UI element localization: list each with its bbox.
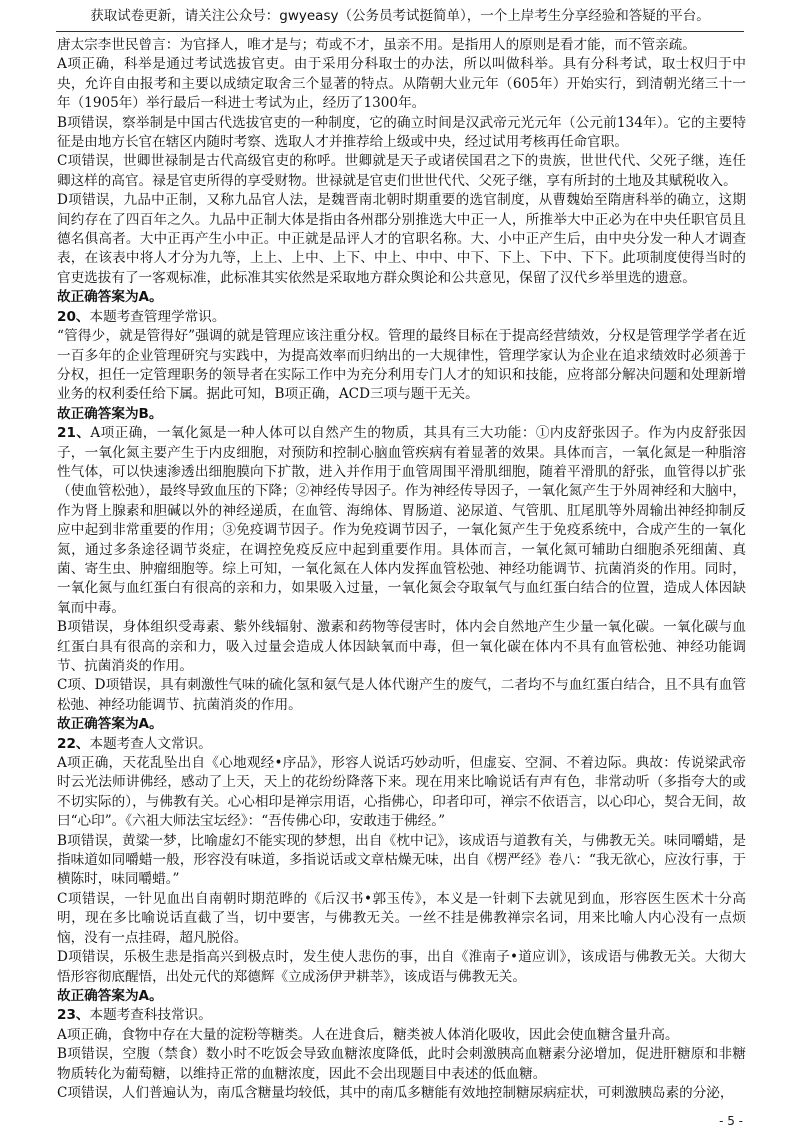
- explanation-paragraph: 唐太宗李世民曾言：为官择人，唯才是与；苟或不才，虽亲不用。是指用人的原则是看才能，而不管亲疏。: [57, 37, 696, 53]
- question-paragraph: [57, 424, 746, 618]
- question-paragraph: [57, 1006, 746, 1025]
- explanation-paragraph: C项错误，世卿世禄制是古代高级官吏的称呼。世卿就是天子或诸侯国君之下的贵族，世世代代、父死子继，连任卿这样的高官。禄是官吏所得的享受财物。世禄就是官吏们世世代代、父死子继，享有所封的土地及其赋税收入。: [57, 153, 746, 189]
- question-number: 22、: [57, 735, 90, 752]
- explanation-paragraph: A项正确，食物中存在大量的淀粉等糖类。人在进食后，糖类被人体消化吸收，因此会使血糖含量升高。: [57, 1026, 679, 1043]
- question-text: 本题考查人文常识。: [89, 735, 212, 752]
- explanation-paragraph: B项错误，黄粱一梦，比喻虚幻不能实现的梦想，出自《枕中记》，该成语与道教有关，与佛教无关。味同嚼蜡，是指味道如同嚼蜡一般，形容没有味道，多指说话或文章枯燥无味，出自《楞严经》卷八：“我无欲心，应汝行事，于横陈时，味同嚼蜡。”: [57, 832, 746, 888]
- page-header: 获取试卷更新，请关注公众号：gwyeasy（公务员考试挺简单），一个上岸考生分享经验和答疑的平台。: [90, 8, 710, 24]
- explanation-paragraph: C项错误，人们普遍认为，南瓜含糖量均较低，其中的南瓜多糖能有效地控制糖尿病症状，可刺激胰岛素的分泌，: [57, 1084, 734, 1101]
- question-number: 20、: [57, 308, 90, 325]
- question-number: 23、: [57, 1007, 90, 1024]
- question-paragraph: [57, 735, 746, 754]
- explanation-paragraph: C项、D项错误，具有刺激性气味的硫化氢和氨气是人体代谢产生的废气，二者均不与血红蛋白结合，且不具有血管松弛、神经功能调节、抗菌消炎的作用。: [57, 677, 746, 713]
- answer-line: 故正确答案为A。: [57, 289, 163, 306]
- explanation-paragraph: B项错误，身体组织受毒素、紫外线辐射、激素和药物等侵害时，体内会自然地产生少量一氧化碳。一氧化碳与血红蛋白具有很高的亲和力，吸入过量会造成人体因缺氧而中毒，但一氧化碳在体内不具有血管松弛、神经功能调节、抗菌消炎的作用。: [57, 619, 746, 674]
- header-divider: [56, 31, 744, 32]
- explanation-paragraph: B项错误，察举制是中国古代选拔官吏的一种制度，它的确立时间是汉武帝元光元年（公元前134年）。它的主要特征是由地方长官在辖区内随时考察、选取人才并推荐给上级或中央，经过试用考核再任命官职。: [57, 114, 746, 151]
- explanation-paragraph: “管得少，就是管得好”强调的就是管理应该注重分权。管理的最终目标在于提高经营绩效，分权是管理学学者在近一百多年的企业管理研究与实践中，为提高效率而归纳出的一大规律性，管理学家认为企业在追求绩效时必须善于分权，担任一定管理职务的领导者在实际工作中为充分利用专门人才的知识和技能，应将部分解决问题和处理新增业务的权利委任给下属。据此可知，B项正确，ACD三项与题干无关。: [57, 328, 746, 403]
- answer-line: 故正确答案为B。: [57, 405, 163, 422]
- question-text: A项正确，一氧化氮是一种人体可以自然产生的物质，其具有三大功能：①内皮舒张因子。作为内皮舒张因子，一氧化氮主要产生于内皮细胞，对预防和控制心脑血管疾病有着显著的效果。具体而言，一氧化氮是一种脂溶性气体，可以快速渗透出细胞膜向下扩散，进入并作用于血管周围平滑肌细胞，随着平滑肌的舒张，血管得以扩张（使血管松弛），最终导致血压的下降；②神经传导因子。作为神经传导因子，一氧化氮产生于外周神经和大脑中，作为肾上腺素和胆碱以外的神经递质，在血管、海绵体、胃肠道、泌尿道、气管肌、肛尾肌等外周输出神经抑制反应中起到非常重要的作用；③免疫调节因子。作为免疫调节因子，一氧化氮产生于免疫系统中，合成产生的一氧化氮，通过多条途径调节炎症，在调控免疫反应中起到重要作用。具体而言，一氧化氮可辅助白细胞杀死细菌、真菌、寄生虫、肿瘤细胞等。综上可知，一氧化氮在人体内发挥血管松弛、神经功能调节、抗菌消炎的作用。同时，一氧化氮与血红蛋白有很高的亲和力，如果吸入过量，一氧化氮会夺取氧气与血红蛋白结合的位置，造成人体因缺氧而中毒。: [57, 425, 746, 616]
- answer-line: 故正确答案为A。: [57, 716, 163, 733]
- question-paragraph: [57, 308, 746, 327]
- explanation-paragraph: A项正确，科举是通过考试选拔官吏。由于采用分科取士的办法，所以叫做科举。具有分科考试，取士权归于中央，允许自由报考和主要以成绩定取舍三个显著的特点。从隋朝大业元年（605年）开始实行，到清朝光绪三十一年（1905年）举行最后一科进士考试为止，经历了1300年。: [57, 56, 746, 112]
- explanation-paragraph: D项错误，乐极生悲是指高兴到极点时，发生使人悲伤的事，出自《淮南子•道应训》，该成语与佛教无关。大彻大悟形容彻底醒悟，出处元代的郑德辉《立成汤伊尹耕莘》，该成语与佛教无关。: [57, 949, 746, 985]
- explanation-paragraph: D项错误，九品中正制，又称九品官人法，是魏晋南北朝时期重要的选官制度，从曹魏始至隋唐科举的确立，这期间约存在了四百年之久。九品中正制大体是指由各州郡分别推选大中正一人，所推举大中正必为在中央任职官员且德名俱高者。大中正再产生小中正。中正就是品评人才的官职名称。大、小中正产生后，由中央分发一种人才调查表，在该表中将人才分为九等，上上、上中、上下、中上、中中、中下、下上、下中、下下。此项制度使得当时的官吏选拔有了一客观标准，此标准其实依然是采取地方群众舆论和公共意见，保留了汉代乡举里选的遗意。: [57, 192, 746, 286]
- document-body: [57, 36, 746, 1103]
- answer-line: 故正确答案为A。: [57, 987, 163, 1004]
- explanation-paragraph: B项错误，空腹（禁食）数小时不吃饭会导致血糖浓度降低，此时会刺激胰高血糖素分泌增加，促进肝糖原和非糖物质转化为葡萄糖，以维持正常的血糖浓度，因此不会出现题目中表述的低血糖。: [57, 1046, 746, 1082]
- explanation-paragraph: C项错误，一针见血出自南朝时期范晔的《后汉书•郭玉传》，本义是一针刺下去就见到血，形容医生医术十分高明，现在多比喻说话直截了当，切中要害，与佛教无关。一丝不挂是佛教禅宗名词，用来比喻人内心没有一点烦恼，没有一点挂碍，超凡脱俗。: [57, 890, 746, 946]
- question-text: 本题考查科技常识。: [89, 1007, 212, 1024]
- page-number: - 5 -: [719, 1114, 743, 1128]
- question-number: 21、: [57, 425, 91, 442]
- question-text: 本题考查管理学常识。: [89, 308, 226, 325]
- explanation-paragraph: A项正确，天花乱坠出自《心地观经•序品》，形容人说话巧妙动听，但虚妄、空洞、不着边际。典故：传说梁武帝时云光法师讲佛经，感动了上天，天上的花纷纷降落下来。现在用来比喻说话有声有色，非常动听（多指夸大的或不切实际的），与佛教有关。心心相印是禅宗用语，心指佛心，印者印可，禅宗不依语言，以心印心，契合无间，故曰“心印”。《六祖大师法宝坛经》：“吾传佛心印，安敢违于佛经。”: [57, 755, 746, 830]
